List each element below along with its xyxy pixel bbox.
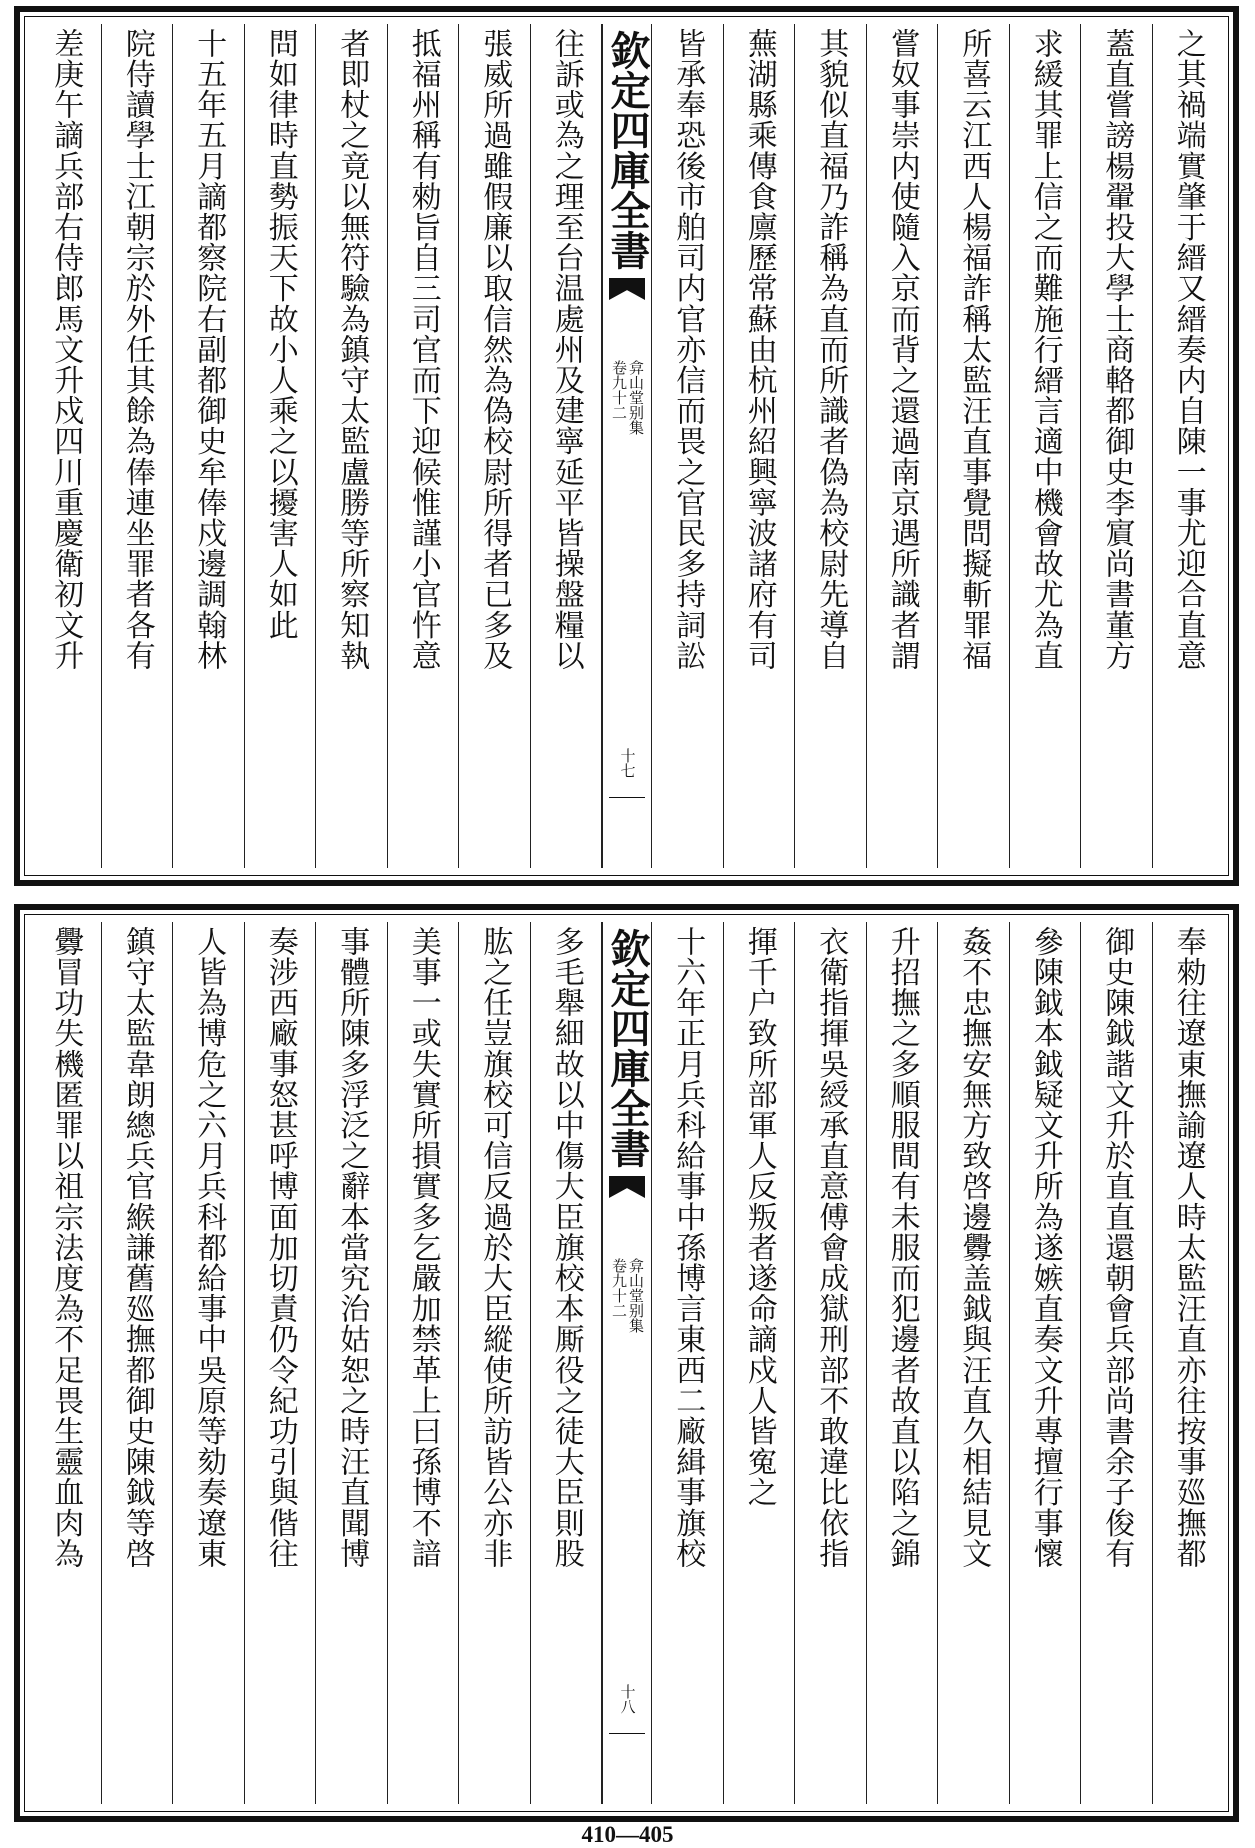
text-column: 所喜云江西人楊福詐稱太監汪直事覺問擬斬罪福 xyxy=(938,24,1010,868)
text-column: 釁冒功失機匿罪以祖宗法度為不足畏生靈血肉為 xyxy=(30,922,102,1804)
text-column: 鎮守太監韋朗總兵官緱謙舊廵撫都御史陳鉞等啓 xyxy=(102,922,174,1804)
library-title: 欽定四庫全書 xyxy=(604,928,651,1168)
text-column: 人皆為博危之六月兵科都給事中吳原等劾奏遼東 xyxy=(173,922,245,1804)
text-column: 事體所陳多浮泛之辭本當究治姑恕之時汪直聞博 xyxy=(316,922,388,1804)
text-column: 皆承奉恐後市舶司内官亦信而畏之官民多持詞訟 xyxy=(652,24,724,868)
text-column: 揮千户致所部軍人反叛者遂命謫戍人皆寃之 xyxy=(724,922,796,1804)
text-column: 抵福州稱有勑旨自三司官而下迎候惟謹小官忤意 xyxy=(388,24,460,868)
text-column: 肱之任豈旗校可信反過於大臣縱使所訪皆公亦非 xyxy=(459,922,531,1804)
text-column: 之其禍端實肇于縉又縉奏内自陳一事尤迎合直意 xyxy=(1170,28,1206,671)
text-column: 御史陳鉞諧文升於直直還朝會兵部尚書余子俊有 xyxy=(1081,922,1153,1804)
text-column: 其貌似直福乃詐稱為直而所識者偽為校尉先導自 xyxy=(795,24,867,868)
text-column: 奏涉西廠事怒甚呼博面加切責仍令紀功引與偕往 xyxy=(245,922,317,1804)
text-column: 問如律時直勢振天下故小人乘之以擾害人如此 xyxy=(245,24,317,868)
text-column: 姦不忠撫安無方致啓邊釁盖鉞與汪直久相結見文 xyxy=(938,922,1010,1804)
leaf-number: 十八 xyxy=(618,1684,637,1714)
divider xyxy=(609,1733,645,1734)
center-margin xyxy=(602,922,652,1804)
text-column: 十五年五月謫都察院右副都御史牟俸戍邊調翰林 xyxy=(173,24,245,868)
text-column: 嘗奴事崇内使隨入京而背之還過南京遇所識者謂 xyxy=(867,24,939,868)
text-column: 院侍讀學士江朝宗於外任其餘為俸連坐罪者各有 xyxy=(102,24,174,868)
text-column: 參陳鉞本鉞疑文升所為遂嫉直奏文升專擅行事懷 xyxy=(1010,922,1082,1804)
collection-title: 弇山堂别集 xyxy=(627,1258,645,1333)
fish-tail-ornament xyxy=(609,278,645,300)
collection-title: 弇山堂别集 xyxy=(627,360,645,435)
library-title: 欽定四庫全書 xyxy=(604,30,651,270)
page-footer-number: 410—405 xyxy=(581,1822,674,1847)
text-column: 衣衛指揮吳綬承直意傅會成獄刑部不敢違比依指 xyxy=(795,922,867,1804)
text-column: 十六年正月兵科給事中孫博言東西二廠緝事旗校 xyxy=(652,922,724,1804)
volume-number: 卷九十二 xyxy=(610,1258,628,1318)
text-column: 張威所過雖假廉以取信然為偽校尉所得者已多及 xyxy=(459,24,531,868)
fish-tail-ornament xyxy=(609,1176,645,1198)
text-column: 蕪湖縣乘傳食廪歷常蘇由杭州紹興寧波諸府有司 xyxy=(724,24,796,868)
volume-number: 卷九十二 xyxy=(610,360,628,420)
volume-info xyxy=(611,360,643,435)
page-body xyxy=(30,922,1223,1804)
text-column: 升招撫之多順服間有未服而犯邊者故直以陷之錦 xyxy=(867,922,939,1804)
page-bottom xyxy=(14,904,1239,1822)
text-column: 美事一或失實所損實多乞嚴加禁革上曰孫博不諳 xyxy=(388,922,460,1804)
text-column: 往訴或為之理至台温處州及建寧延平皆操盤糧以 xyxy=(531,24,603,868)
leaf-number: 十七 xyxy=(618,748,637,778)
text-column: 者即杖之竟以無符驗為鎮守太監盧勝等所察知執 xyxy=(316,24,388,868)
text-column: 奉勑往遼東撫諭遼人時太監汪直亦往按事廵撫都 xyxy=(1170,926,1206,1569)
page-top xyxy=(14,6,1239,886)
text-column: 蓋直嘗謗楊翬投大學士商輅都御史李賔尚書董方 xyxy=(1081,24,1153,868)
volume-info xyxy=(611,1258,643,1333)
text-column: 多毛舉細故以中傷大臣旗校本厮役之徒大臣則股 xyxy=(531,922,603,1804)
text-column: 差庚午謫兵部右侍郎馬文升戍四川重慶衛初文升 xyxy=(30,24,102,868)
center-margin xyxy=(602,24,652,868)
text-column: 求緩其罪上信之而難施行縉言適中機會故尤為直 xyxy=(1010,24,1082,868)
page-body xyxy=(30,24,1223,868)
divider xyxy=(609,797,645,798)
